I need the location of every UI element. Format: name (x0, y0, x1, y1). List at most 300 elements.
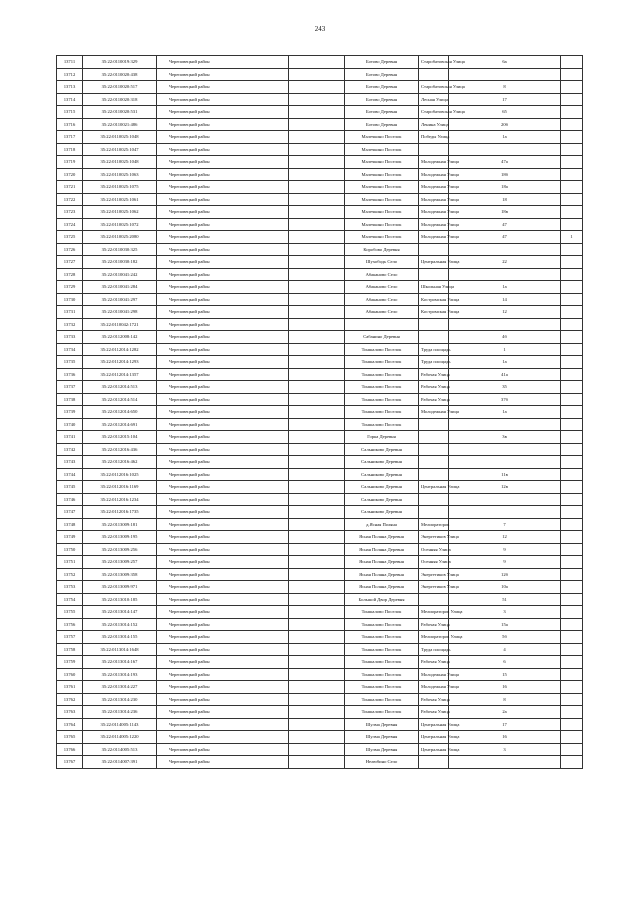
extra-cell (561, 606, 583, 619)
district-cell: Череповецкий район (157, 718, 289, 731)
row-number-cell: 13722 (57, 193, 83, 206)
table-row (57, 193, 583, 206)
house-number-cell: 12в (449, 481, 561, 494)
table-row (57, 593, 583, 606)
extra-cell (561, 643, 583, 656)
row-number-cell: 13717 (57, 131, 83, 144)
street-cell: Рабочая Улица (419, 693, 449, 706)
district-cell: Череповецкий район (157, 756, 289, 769)
cadastral-number-cell: 35:22:0110025:1072 (83, 218, 157, 231)
district-cell: Череповецкий район (157, 681, 289, 694)
house-number-cell: 1а (449, 356, 561, 369)
spacer-cell (289, 631, 345, 644)
row-number-cell: 13753 (57, 581, 83, 594)
settlement-cell: Большой Двор Деревня (345, 593, 419, 606)
extra-cell (561, 131, 583, 144)
cadastral-number-cell: 35:22:0113009:971 (83, 581, 157, 594)
settlement-cell: Ясная Поляна Деревня (345, 531, 419, 544)
house-number-cell (449, 68, 561, 81)
cadastral-number-cell: 35:22:0110021:486 (83, 118, 157, 131)
table-row (57, 306, 583, 319)
house-number-cell: 10а (449, 581, 561, 594)
table-row (57, 693, 583, 706)
street-cell: Рабочая Улица (419, 381, 449, 394)
spacer-cell (289, 381, 345, 394)
settlement-cell: Тоншалово Поселок (345, 381, 419, 394)
table-row (57, 468, 583, 481)
street-cell: Молодежная Улица (419, 406, 449, 419)
spacer-cell (289, 456, 345, 469)
cadastral-number-cell: 35:22:0114007:391 (83, 756, 157, 769)
extra-cell (561, 56, 583, 69)
settlement-cell: Шулма Деревня (345, 731, 419, 744)
spacer-cell (289, 206, 345, 219)
row-number-cell: 13756 (57, 618, 83, 631)
spacer-cell (289, 481, 345, 494)
extra-cell (561, 543, 583, 556)
street-cell: Старобатовская Улица (419, 106, 449, 119)
district-cell: Череповецкий район (157, 343, 289, 356)
spacer-cell (289, 581, 345, 594)
house-number-cell: 17 (449, 93, 561, 106)
cadastral-number-cell: 35:22:0114005:1220 (83, 731, 157, 744)
spacer-cell (289, 718, 345, 731)
row-number-cell: 13759 (57, 656, 83, 669)
settlement-cell: Ясная Поляна Деревня (345, 568, 419, 581)
settlement-cell: Малечкино Поселок (345, 206, 419, 219)
street-cell: Рабочая Улица (419, 618, 449, 631)
extra-cell (561, 631, 583, 644)
row-number-cell: 13754 (57, 593, 83, 606)
settlement-cell: Тоншалово Поселок (345, 643, 419, 656)
settlement-cell: Тоншалово Поселок (345, 343, 419, 356)
spacer-cell (289, 368, 345, 381)
cadastral-number-cell: 35:22:0112016:1169 (83, 481, 157, 494)
cadastral-number-cell: 35:22:0112014:691 (83, 418, 157, 431)
spacer-cell (289, 281, 345, 294)
street-cell: Центральная Улица (419, 743, 449, 756)
extra-cell (561, 593, 583, 606)
street-cell: Молодежная Улица (419, 168, 449, 181)
cadastral-number-cell: 35:22:0112014:513 (83, 381, 157, 394)
district-cell: Череповецкий район (157, 518, 289, 531)
district-cell: Череповецкий район (157, 356, 289, 369)
row-number-cell: 13734 (57, 343, 83, 356)
extra-cell (561, 206, 583, 219)
street-cell: Молодежная Улица (419, 156, 449, 169)
table-row (57, 218, 583, 231)
street-cell (419, 331, 449, 344)
spacer-cell (289, 506, 345, 519)
extra-cell (561, 681, 583, 694)
row-number-cell: 13724 (57, 218, 83, 231)
house-number-cell (449, 318, 561, 331)
cadastral-number-cell: 35:22:0110020:517 (83, 81, 157, 94)
street-cell: Молодежная Улица (419, 681, 449, 694)
row-number-cell: 13750 (57, 543, 83, 556)
settlement-cell: Абаканово Село (345, 293, 419, 306)
cadastral-number-cell: 35:22:0113014:236 (83, 706, 157, 719)
extra-cell (561, 93, 583, 106)
table-row (57, 206, 583, 219)
spacer-cell (289, 343, 345, 356)
row-number-cell: 13714 (57, 93, 83, 106)
row-number-cell: 13752 (57, 568, 83, 581)
extra-cell (561, 718, 583, 731)
extra-cell (561, 581, 583, 594)
street-cell: Центральная Улица (419, 481, 449, 494)
cadastral-number-cell: 35:22:0110025:1061 (83, 193, 157, 206)
table-row (57, 743, 583, 756)
table-row (57, 656, 583, 669)
row-number-cell: 13711 (57, 56, 83, 69)
cadastral-number-cell: 35:22:0110025:1048 (83, 156, 157, 169)
settlement-cell: Абаканово Село (345, 306, 419, 319)
table-row (57, 631, 583, 644)
house-number-cell: 18в (449, 206, 561, 219)
table-row (57, 406, 583, 419)
street-cell (419, 418, 449, 431)
spacer-cell (289, 118, 345, 131)
cadastral-number-cell: 35:22:0112014:1282 (83, 343, 157, 356)
street-cell: Старобатовская Улица (419, 56, 449, 69)
spacer-cell (289, 181, 345, 194)
district-cell: Череповецкий район (157, 406, 289, 419)
settlement-cell: Тоншалово Поселок (345, 393, 419, 406)
district-cell: Череповецкий район (157, 168, 289, 181)
settlement-cell: Ясная Поляна Деревня (345, 543, 419, 556)
table-row (57, 93, 583, 106)
house-number-cell: 11в (449, 468, 561, 481)
district-cell: Череповецкий район (157, 381, 289, 394)
spacer-cell (289, 306, 345, 319)
spacer-cell (289, 143, 345, 156)
house-number-cell (449, 143, 561, 156)
street-cell: Мелиораторов (419, 518, 449, 531)
settlement-cell: Тоншалово Поселок (345, 418, 419, 431)
row-number-cell: 13739 (57, 406, 83, 419)
street-cell: Молодежная Улица (419, 193, 449, 206)
extra-cell (561, 143, 583, 156)
settlement-cell: Ботово Деревня (345, 118, 419, 131)
settlement-cell (345, 318, 419, 331)
spacer-cell (289, 231, 345, 244)
table-row (57, 543, 583, 556)
cadastral-number-cell: 35:22:0112008:142 (83, 331, 157, 344)
house-number-cell (449, 493, 561, 506)
house-number-cell: 18б (449, 168, 561, 181)
extra-cell (561, 243, 583, 256)
extra-cell (561, 406, 583, 419)
street-cell: Энергетиков Улица (419, 568, 449, 581)
house-number-cell: 16 (449, 731, 561, 744)
extra-cell (561, 356, 583, 369)
house-number-cell: 20б (449, 118, 561, 131)
table-row (57, 668, 583, 681)
settlement-cell: Абаканово Село (345, 281, 419, 294)
spacer-cell (289, 268, 345, 281)
settlement-cell: Сальниково Деревня (345, 456, 419, 469)
district-cell: Череповецкий район (157, 181, 289, 194)
spacer-cell (289, 493, 345, 506)
district-cell: Череповецкий район (157, 68, 289, 81)
cadastral-number-cell: 35:22:0113014:155 (83, 631, 157, 644)
district-cell: Череповецкий район (157, 656, 289, 669)
district-cell: Череповецкий район (157, 331, 289, 344)
spacer-cell (289, 81, 345, 94)
spacer-cell (289, 293, 345, 306)
table-row (57, 81, 583, 94)
street-cell (419, 243, 449, 256)
cadastral-number-cell: 35:22:0113010:185 (83, 593, 157, 606)
spacer-cell (289, 656, 345, 669)
spacer-cell (289, 518, 345, 531)
extra-cell (561, 456, 583, 469)
spacer-cell (289, 431, 345, 444)
street-cell: Старобатовская Улица (419, 81, 449, 94)
spacer-cell (289, 743, 345, 756)
spacer-cell (289, 731, 345, 744)
street-cell: Ленина Улица (419, 118, 449, 131)
row-number-cell: 13764 (57, 718, 83, 731)
extra-cell: 1 (561, 231, 583, 244)
street-cell: Победы Улица (419, 131, 449, 144)
street-cell (419, 318, 449, 331)
district-cell: Череповецкий район (157, 481, 289, 494)
extra-cell (561, 268, 583, 281)
row-number-cell: 13733 (57, 331, 83, 344)
table-row (57, 356, 583, 369)
extra-cell (561, 518, 583, 531)
district-cell: Череповецкий район (157, 143, 289, 156)
extra-cell (561, 656, 583, 669)
row-number-cell: 13744 (57, 468, 83, 481)
street-cell (419, 143, 449, 156)
row-number-cell: 13720 (57, 168, 83, 181)
spacer-cell (289, 56, 345, 69)
street-cell: Энергетиков Улица (419, 581, 449, 594)
settlement-cell: Малечкино Поселок (345, 231, 419, 244)
house-number-cell: 47а (449, 156, 561, 169)
row-number-cell: 13732 (57, 318, 83, 331)
table-row (57, 343, 583, 356)
row-number-cell: 13743 (57, 456, 83, 469)
table-row (57, 706, 583, 719)
extra-cell (561, 106, 583, 119)
row-number-cell: 13737 (57, 381, 83, 394)
district-cell: Череповецкий район (157, 306, 289, 319)
extra-cell (561, 468, 583, 481)
cadastral-number-cell: 35:22:0114005:513 (83, 743, 157, 756)
cadastral-number-cell: 35:22:0110025:1062 (83, 206, 157, 219)
extra-cell (561, 743, 583, 756)
table-row (57, 268, 583, 281)
spacer-cell (289, 331, 345, 344)
house-number-cell: 8 (449, 693, 561, 706)
row-number-cell: 13758 (57, 643, 83, 656)
street-cell: Осенняя Улица (419, 543, 449, 556)
extra-cell (561, 493, 583, 506)
street-cell (419, 456, 449, 469)
settlement-cell: Сальниково Деревня (345, 506, 419, 519)
cadastral-number-cell: 35:22:0113014:152 (83, 618, 157, 631)
page-number: 243 (314, 25, 326, 33)
cadastral-number-cell: 35:22:0114005:1143 (83, 718, 157, 731)
district-cell: Череповецкий район (157, 493, 289, 506)
cadastral-number-cell: 35:22:0110041:298 (83, 306, 157, 319)
settlement-cell: Сальниково Деревня (345, 468, 419, 481)
house-number-cell: 37б (449, 393, 561, 406)
cadastral-number-cell: 35:22:0113014:193 (83, 668, 157, 681)
row-number-cell: 13763 (57, 706, 83, 719)
house-number-cell (449, 443, 561, 456)
house-number-cell: 9 (449, 543, 561, 556)
street-cell: Молодежная Улица (419, 206, 449, 219)
row-number-cell: 13755 (57, 606, 83, 619)
table-row (57, 481, 583, 494)
extra-cell (561, 381, 583, 394)
cadastral-number-cell: 35:22:0110042:1721 (83, 318, 157, 331)
settlement-cell: Тоншалово Поселок (345, 706, 419, 719)
spacer-cell (289, 443, 345, 456)
settlement-cell: Тоншалово Поселок (345, 618, 419, 631)
settlement-cell: Нелюбино Село (345, 756, 419, 769)
spacer-cell (289, 618, 345, 631)
extra-cell (561, 506, 583, 519)
extra-cell (561, 168, 583, 181)
district-cell: Череповецкий район (157, 706, 289, 719)
extra-cell (561, 568, 583, 581)
extra-cell (561, 193, 583, 206)
district-cell: Череповецкий район (157, 293, 289, 306)
row-number-cell: 13712 (57, 68, 83, 81)
spacer-cell (289, 68, 345, 81)
house-number-cell: 47 (449, 218, 561, 231)
table-row (57, 618, 583, 631)
row-number-cell: 13715 (57, 106, 83, 119)
house-number-cell: 41а (449, 368, 561, 381)
district-cell: Череповецкий район (157, 631, 289, 644)
house-number-cell: 7 (449, 518, 561, 531)
cadastral-number-cell: 35:22:0110030:325 (83, 243, 157, 256)
spacer-cell (289, 393, 345, 406)
spacer-cell (289, 531, 345, 544)
table-row (57, 718, 583, 731)
table-row (57, 756, 583, 769)
district-cell: Череповецкий район (157, 81, 289, 94)
cadastral-number-cell: 35:22:0113014:1648 (83, 643, 157, 656)
district-cell: Череповецкий район (157, 106, 289, 119)
street-cell: Молодежная Улица (419, 668, 449, 681)
table-row (57, 556, 583, 569)
district-cell: Череповецкий район (157, 556, 289, 569)
street-cell (419, 756, 449, 769)
house-number-cell: 1а (449, 131, 561, 144)
district-cell: Череповецкий район (157, 506, 289, 519)
house-number-cell: 3 (449, 743, 561, 756)
table-row (57, 143, 583, 156)
street-cell: Рабочая Улица (419, 393, 449, 406)
extra-cell (561, 156, 583, 169)
table-row (57, 431, 583, 444)
settlement-cell: Тоншалово Поселок (345, 606, 419, 619)
street-cell: Мелиораторов Улица (419, 606, 449, 619)
spacer-cell (289, 168, 345, 181)
spacer-cell (289, 193, 345, 206)
row-number-cell: 13731 (57, 306, 83, 319)
spacer-cell (289, 243, 345, 256)
cadastral-number-cell: 35:22:0113009:195 (83, 531, 157, 544)
settlement-cell: Малечкино Поселок (345, 193, 419, 206)
cadastral-number-cell: 35:22:0112014:1293 (83, 356, 157, 369)
settlement-cell: Ботово Деревня (345, 81, 419, 94)
street-cell (419, 443, 449, 456)
row-number-cell: 13757 (57, 631, 83, 644)
street-cell (419, 593, 449, 606)
house-number-cell: 6а (449, 56, 561, 69)
table-row (57, 443, 583, 456)
district-cell: Череповецкий район (157, 643, 289, 656)
house-number-cell: 15 (449, 668, 561, 681)
extra-cell (561, 756, 583, 769)
spacer-cell (289, 93, 345, 106)
row-number-cell: 13713 (57, 81, 83, 94)
district-cell: Череповецкий район (157, 243, 289, 256)
table-row (57, 168, 583, 181)
cadastral-number-cell: 35:22:0110025:1063 (83, 168, 157, 181)
house-number-cell: 17 (449, 718, 561, 731)
spacer-cell (289, 643, 345, 656)
extra-cell (561, 368, 583, 381)
street-cell: Труда площадь (419, 356, 449, 369)
street-cell: Центральная Улица (419, 731, 449, 744)
cadastral-number-cell: 35:22:0110020:318 (83, 93, 157, 106)
spacer-cell (289, 681, 345, 694)
settlement-cell: Ясная Поляна Деревня (345, 556, 419, 569)
house-number-cell: 12 (449, 306, 561, 319)
cadastral-number-cell: 35:22:0110041:242 (83, 268, 157, 281)
district-cell: Череповецкий район (157, 456, 289, 469)
row-number-cell: 13747 (57, 506, 83, 519)
district-cell: Череповецкий район (157, 668, 289, 681)
table-row (57, 281, 583, 294)
table-row (57, 518, 583, 531)
settlement-cell: Шухободь Село (345, 256, 419, 269)
street-cell (419, 506, 449, 519)
row-number-cell: 13719 (57, 156, 83, 169)
street-cell: Костромская Улица (419, 306, 449, 319)
row-number-cell: 13740 (57, 418, 83, 431)
district-cell: Череповецкий район (157, 693, 289, 706)
table-row (57, 256, 583, 269)
spacer-cell (289, 418, 345, 431)
row-number-cell: 13760 (57, 668, 83, 681)
row-number-cell: 13716 (57, 118, 83, 131)
row-number-cell: 13726 (57, 243, 83, 256)
house-number-cell: 12 (449, 531, 561, 544)
spacer-cell (289, 556, 345, 569)
district-cell: Череповецкий район (157, 318, 289, 331)
street-cell: Центральная Улица (419, 256, 449, 269)
row-number-cell: 13742 (57, 443, 83, 456)
table-row (57, 56, 583, 69)
row-number-cell: 13765 (57, 731, 83, 744)
settlement-cell: Тоншалово Поселок (345, 631, 419, 644)
street-cell: Энергетиков Улица (419, 531, 449, 544)
spacer-cell (289, 406, 345, 419)
street-cell (419, 431, 449, 444)
house-number-cell: 5б (449, 631, 561, 644)
